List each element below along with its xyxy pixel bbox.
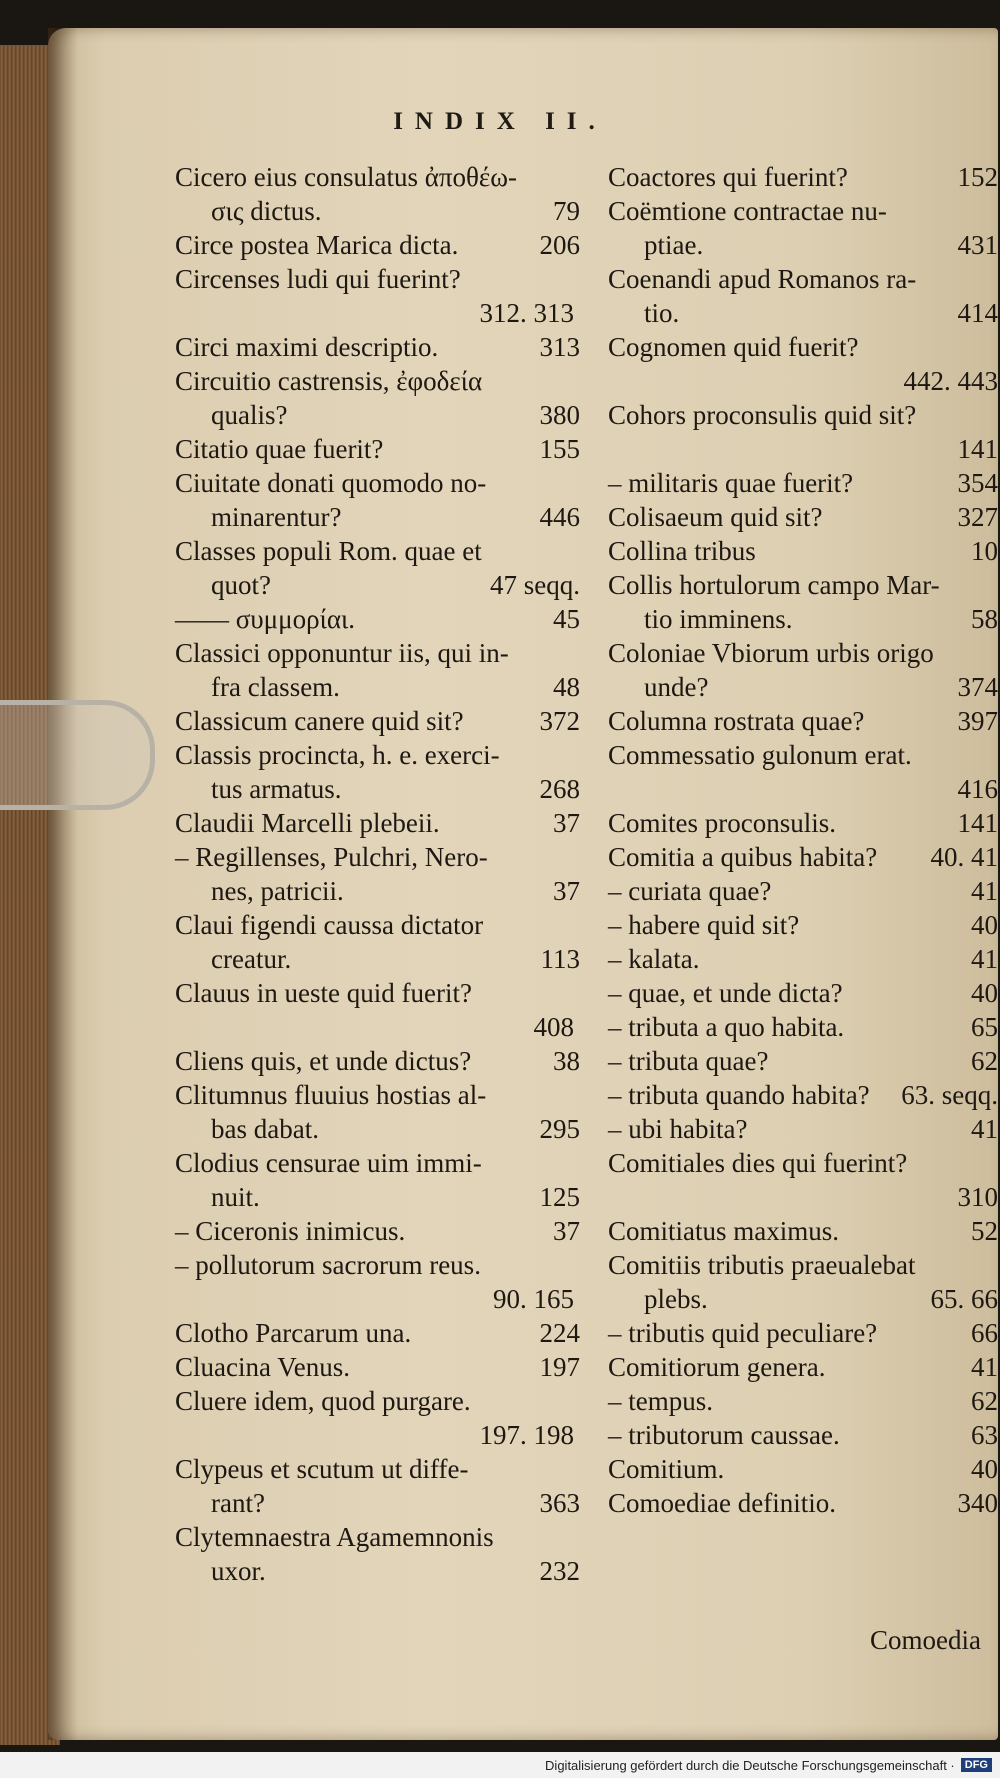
entry-text: Cluere idem, quod purgare. xyxy=(175,1386,471,1416)
page-number: 40. 41 xyxy=(930,842,998,872)
index-entry xyxy=(175,840,580,908)
entry-text: plebs. xyxy=(644,1284,708,1314)
index-entry xyxy=(608,1112,998,1146)
index-entry xyxy=(608,160,998,194)
index-column-right xyxy=(608,160,998,1520)
page-number: 63 xyxy=(971,1420,998,1450)
index-entry xyxy=(608,738,998,806)
entry-text: Ciuitate donati quomodo no- xyxy=(175,468,487,498)
entry-text: bas dabat. xyxy=(211,1114,319,1144)
entry-text: – militaris quae fuerit? xyxy=(608,468,854,498)
index-entry xyxy=(608,500,998,534)
entry-text: Classes populi Rom. quae et xyxy=(175,536,482,566)
index-entry xyxy=(175,432,580,466)
index-entry xyxy=(175,364,580,432)
page-number: 380 xyxy=(539,400,580,430)
catchword: Comoedia xyxy=(870,1625,981,1655)
entry-text: minarentur? xyxy=(211,502,342,532)
index-entry xyxy=(175,1214,580,1248)
index-entry xyxy=(608,1452,998,1486)
entry-text: Coactores qui fuerint? xyxy=(608,162,848,192)
index-entry xyxy=(175,534,580,602)
entry-text: Comoediae definitio. xyxy=(608,1488,836,1518)
entry-text: Circenses ludi qui fuerint? xyxy=(175,264,461,294)
entry-text: tus armatus. xyxy=(211,774,342,804)
entry-text: Cluacina Venus. xyxy=(175,1352,350,1382)
entry-text: – curiata quae? xyxy=(608,876,772,906)
index-entry xyxy=(608,1316,998,1350)
index-entry xyxy=(175,160,580,228)
page-number: 197 xyxy=(539,1352,580,1382)
page-clip xyxy=(0,700,155,810)
entry-text: Comites proconsulis. xyxy=(608,808,836,838)
entry-text: – tributis quid peculiare? xyxy=(608,1318,878,1348)
entry-text: Circe postea Marica dicta. xyxy=(175,230,459,260)
entry-text: – ubi habita? xyxy=(608,1114,748,1144)
index-entry xyxy=(608,1248,998,1316)
entry-text: qualis? xyxy=(211,400,288,430)
entry-text: rant? xyxy=(211,1488,265,1518)
entry-text: Clotho Parcarum una. xyxy=(175,1318,412,1348)
entry-text: Cohors proconsulis quid sit? xyxy=(608,400,917,430)
index-entry xyxy=(608,398,998,466)
entry-text: Cliens quis, et unde dictus? xyxy=(175,1046,472,1076)
page-number: 63. seqq. xyxy=(901,1080,998,1110)
entry-text: nes, patricii. xyxy=(211,876,344,906)
index-entry xyxy=(175,1452,580,1520)
index-entry xyxy=(175,1044,580,1078)
index-entry xyxy=(175,1384,580,1452)
digitization-footer xyxy=(0,1752,1000,1778)
index-entry xyxy=(175,976,580,1044)
entry-text: ptiae. xyxy=(644,230,704,260)
page-number: 41 xyxy=(971,1352,998,1382)
entry-text: Circi maximi descriptio. xyxy=(175,332,439,362)
entry-text: quot? xyxy=(211,570,271,600)
index-entry xyxy=(608,636,998,704)
index-entry xyxy=(175,330,580,364)
page-number: 37 xyxy=(553,1216,580,1246)
page-number: 62 xyxy=(971,1046,998,1076)
page-number: 363 xyxy=(539,1488,580,1518)
index-entry xyxy=(608,1350,998,1384)
entry-text: uxor. xyxy=(211,1556,266,1586)
entry-text: Collina tribus xyxy=(608,536,756,566)
entry-text: Comitiorum genera. xyxy=(608,1352,826,1382)
index-entry xyxy=(175,1248,580,1316)
page-number: 47 seqq. xyxy=(490,570,580,600)
index-entry xyxy=(608,976,998,1010)
index-entry xyxy=(608,568,998,636)
page-number: 313 xyxy=(539,332,580,362)
page-number: 374 xyxy=(957,672,998,702)
page-number: 37 xyxy=(553,876,580,906)
entry-text: Citatio quae fuerit? xyxy=(175,434,384,464)
page-number: 414 xyxy=(957,298,998,328)
index-entry xyxy=(608,1214,998,1248)
page-number: 372 xyxy=(539,706,580,736)
page-number: 79 xyxy=(553,196,580,226)
index-entry xyxy=(175,1316,580,1350)
index-entry xyxy=(175,806,580,840)
page-number: 295 xyxy=(539,1114,580,1144)
index-entry xyxy=(608,466,998,500)
page-number: 125 xyxy=(539,1182,580,1212)
index-entry xyxy=(175,602,580,636)
page-number: 416 xyxy=(957,774,998,804)
entry-text: – tributa a quo habita. xyxy=(608,1012,845,1042)
entry-text: Clitumnus fluuius hostias al- xyxy=(175,1080,487,1110)
entry-text: Clauus in ueste quid fuerit? xyxy=(175,978,472,1008)
entry-text: nuit. xyxy=(211,1182,260,1212)
page-number: 141 xyxy=(957,434,998,464)
entry-text: Columna rostrata quae? xyxy=(608,706,865,736)
index-entry xyxy=(608,704,998,738)
index-entry xyxy=(175,738,580,806)
entry-text: —— συμμορίαι. xyxy=(175,604,356,634)
index-entry xyxy=(175,1350,580,1384)
entry-text: – habere quid sit? xyxy=(608,910,800,940)
index-entry xyxy=(175,262,580,330)
entry-text: Colisaeum quid sit? xyxy=(608,502,823,532)
entry-text: Coloniae Vbiorum urbis origo xyxy=(608,638,934,668)
page-number: 66 xyxy=(971,1318,998,1348)
index-entry xyxy=(175,704,580,738)
entry-text: Collis hortulorum campo Mar- xyxy=(608,570,940,600)
page-number: 155 xyxy=(539,434,580,464)
page-number: 232 xyxy=(539,1556,580,1586)
page-number: 48 xyxy=(553,672,580,702)
entry-text: – kalata. xyxy=(608,944,700,974)
page-number: 58 xyxy=(971,604,998,634)
page-number: 10 xyxy=(971,536,998,566)
index-entry xyxy=(175,1146,580,1214)
entry-text: – tributa quae? xyxy=(608,1046,769,1076)
index-entry xyxy=(175,1520,580,1588)
index-entry xyxy=(608,1078,998,1112)
page-number: 397 xyxy=(957,706,998,736)
page-number: 340 xyxy=(957,1488,998,1518)
entry-text: Cognomen quid fuerit? xyxy=(608,332,859,362)
entry-text: Classis procincta, h. e. exerci- xyxy=(175,740,500,770)
footer-text: Digitalisierung gefördert durch die Deutsche Forschungsgemeinschaft · xyxy=(545,1757,955,1773)
entry-text: creatur. xyxy=(211,944,292,974)
page-number: 310 xyxy=(957,1182,998,1212)
page-number: 354 xyxy=(957,468,998,498)
index-entry xyxy=(608,806,998,840)
page-number: 224 xyxy=(539,1318,580,1348)
page-number: 408 xyxy=(533,1012,574,1042)
entry-text: Claudii Marcelli plebeii. xyxy=(175,808,440,838)
entry-text: Comitium. xyxy=(608,1454,725,1484)
index-entry xyxy=(608,1044,998,1078)
page-number: 312. 313 xyxy=(479,298,574,328)
entry-text: unde? xyxy=(644,672,709,702)
entry-text: – Ciceronis inimicus. xyxy=(175,1216,406,1246)
entry-text: Clytemnaestra Agamemnonis xyxy=(175,1522,494,1552)
entry-text: – pollutorum sacrorum reus. xyxy=(175,1250,481,1280)
entry-text: – tempus. xyxy=(608,1386,713,1416)
index-entry xyxy=(608,840,998,874)
page-number: 431 xyxy=(957,230,998,260)
page-number: 40 xyxy=(971,910,998,940)
index-entry xyxy=(175,466,580,534)
entry-text: σις dictus. xyxy=(211,196,322,226)
page-header: INDIX II. xyxy=(393,108,607,135)
page-number: 41 xyxy=(971,1114,998,1144)
page-number: 141 xyxy=(957,808,998,838)
entry-text: tio imminens. xyxy=(644,604,793,634)
page-number: 65. 66 xyxy=(930,1284,998,1314)
page-number: 327 xyxy=(957,502,998,532)
entry-text: fra classem. xyxy=(211,672,340,702)
index-column-left xyxy=(175,160,580,1588)
index-entry xyxy=(608,1146,998,1214)
page-number: 268 xyxy=(539,774,580,804)
index-entry xyxy=(608,1010,998,1044)
page-number: 197. 198 xyxy=(479,1420,574,1450)
page-number: 40 xyxy=(971,978,998,1008)
entry-text: Commessatio gulonum erat. xyxy=(608,740,912,770)
page-number: 37 xyxy=(553,808,580,838)
index-entry xyxy=(608,942,998,976)
index-entry xyxy=(175,636,580,704)
page-number: 41 xyxy=(971,944,998,974)
entry-text: Claui figendi caussa dictator xyxy=(175,910,484,940)
index-entry xyxy=(608,262,998,330)
page-number: 113 xyxy=(540,944,580,974)
index-entry xyxy=(175,908,580,976)
entry-text: Coëmtione contractae nu- xyxy=(608,196,887,226)
page-number: 41 xyxy=(971,876,998,906)
page-number: 45 xyxy=(553,604,580,634)
index-entry xyxy=(175,228,580,262)
entry-text: Classici opponuntur iis, qui in- xyxy=(175,638,509,668)
page-number: 62 xyxy=(971,1386,998,1416)
index-entry xyxy=(608,874,998,908)
index-entry xyxy=(608,1384,998,1418)
index-entry xyxy=(608,908,998,942)
page-number: 442. 443 xyxy=(903,366,998,396)
entry-text: tio. xyxy=(644,298,680,328)
entry-text: Clypeus et scutum ut diffe- xyxy=(175,1454,469,1484)
dfg-logo: DFG xyxy=(961,1758,992,1772)
index-entry xyxy=(608,534,998,568)
entry-text: Circuitio castrensis, ἐφοδεία xyxy=(175,366,483,396)
page-number: 38 xyxy=(553,1046,580,1076)
entry-text: Comitiales dies qui fuerint? xyxy=(608,1148,908,1178)
index-entry xyxy=(608,194,998,262)
index-entry xyxy=(608,1486,998,1520)
page-number: 90. 165 xyxy=(493,1284,574,1314)
page-number: 152 xyxy=(957,162,998,192)
entry-text: Comitiatus maximus. xyxy=(608,1216,840,1246)
page-number: 40 xyxy=(971,1454,998,1484)
entry-text: Coenandi apud Romanos ra- xyxy=(608,264,917,294)
spine-shadow xyxy=(48,28,78,1740)
entry-text: Comitia a quibus habita? xyxy=(608,842,878,872)
index-entry xyxy=(608,330,998,398)
index-entry xyxy=(175,1078,580,1146)
entry-text: Comitiis tributis praeualebat xyxy=(608,1250,916,1280)
entry-text: Classicum canere quid sit? xyxy=(175,706,464,736)
entry-text: Clodius censurae uim immi- xyxy=(175,1148,482,1178)
page-number: 446 xyxy=(539,502,580,532)
page-number: 65 xyxy=(971,1012,998,1042)
page-number: 52 xyxy=(971,1216,998,1246)
entry-text: Cicero eius consulatus ἀποθέω- xyxy=(175,162,518,192)
entry-text: – tributorum caussae. xyxy=(608,1420,840,1450)
index-entry xyxy=(608,1418,998,1452)
page-number: 206 xyxy=(539,230,580,260)
entry-text: – tributa quando habita? xyxy=(608,1080,870,1110)
entry-text: – quae, et unde dicta? xyxy=(608,978,843,1008)
entry-text: – Regillenses, Pulchri, Nero- xyxy=(175,842,488,872)
